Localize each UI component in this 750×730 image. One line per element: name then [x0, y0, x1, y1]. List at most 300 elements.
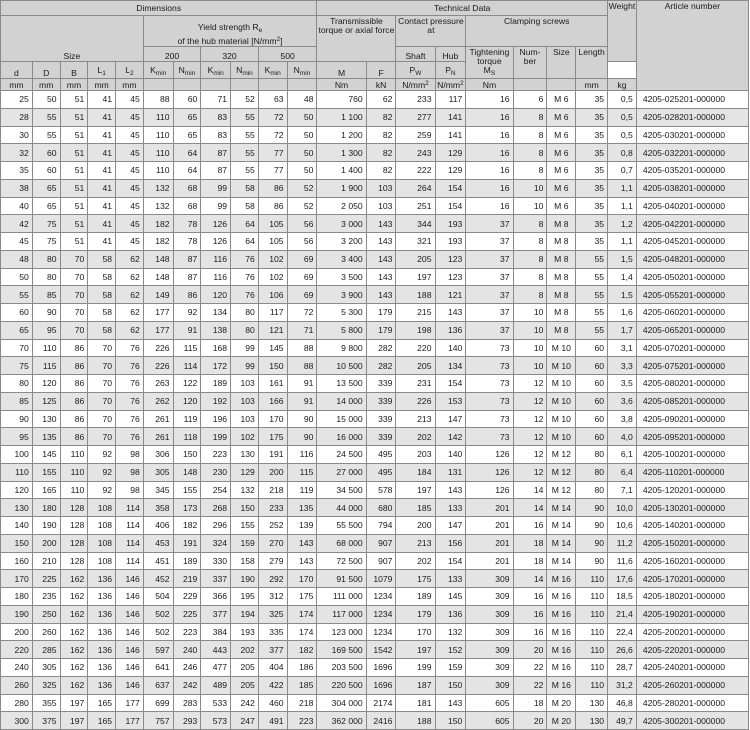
cell-torque-M: 1 200: [317, 126, 366, 144]
cell-nmin-500: 71: [287, 321, 317, 339]
cell-L1: 58: [88, 268, 116, 286]
cell-screw-length: 80: [576, 446, 608, 464]
cell-nmin-320: 159: [231, 534, 259, 552]
unit-blank-3: [201, 79, 231, 91]
cell-L1: 41: [88, 91, 116, 109]
cell-nmin-320: 64: [231, 215, 259, 233]
cell-kmin-200: 110: [143, 162, 173, 180]
cell-torque-M: 304 000: [317, 694, 366, 712]
cell-D: 235: [32, 588, 60, 606]
cell-screw-size: M 10: [547, 392, 576, 410]
cell-torque-M: 1 400: [317, 162, 366, 180]
cell-nmin-200: 189: [173, 552, 201, 570]
cell-L2: 114: [116, 552, 144, 570]
cell-force-F: 1234: [366, 623, 396, 641]
cell-pressure-hub: 123: [435, 268, 466, 286]
col-nmin-200: $N_{min}$: [173, 62, 201, 79]
cell-torque-M: 169 500: [317, 641, 366, 659]
cell-kmin-320: 223: [201, 446, 231, 464]
cell-tightening-torque: 309: [466, 623, 513, 641]
cell-nmin-500: 48: [287, 91, 317, 109]
cell-nmin-500: 174: [287, 623, 317, 641]
cell-L2: 45: [116, 144, 144, 162]
unit-blank-1: [143, 79, 173, 91]
cell-nmin-320: 202: [231, 641, 259, 659]
cell-article-number: 4205-085201-000000: [636, 392, 748, 410]
cell-kmin-200: 132: [143, 179, 173, 197]
cell-kmin-200: 110: [143, 126, 173, 144]
cell-B: 162: [60, 605, 88, 623]
cell-D: 145: [32, 446, 60, 464]
cell-article-number: 4205-280201-000000: [636, 694, 748, 712]
cell-pressure-hub: 154: [435, 197, 466, 215]
cell-B: 110: [60, 481, 88, 499]
col-F: F: [366, 62, 396, 79]
cell-pressure-hub: 132: [435, 623, 466, 641]
cell-nmin-500: 69: [287, 250, 317, 268]
cell-nmin-500: 56: [287, 215, 317, 233]
cell-B: 128: [60, 552, 88, 570]
cell-kmin-200: 452: [143, 570, 173, 588]
table-row: [1, 126, 749, 144]
col-Pn: $P_N$: [435, 62, 466, 79]
cell-nmin-500: 185: [287, 676, 317, 694]
cell-L1: 165: [88, 712, 116, 730]
cell-article-number: 4205-075201-000000: [636, 357, 748, 375]
cell-screw-length: 110: [576, 605, 608, 623]
cell-screw-size: M 16: [547, 588, 576, 606]
cell-weight: 3,3: [608, 357, 637, 375]
cell-torque-M: 1 100: [317, 108, 366, 126]
cell-force-F: 495: [366, 446, 396, 464]
cell-torque-M: 3 000: [317, 215, 366, 233]
cell-L2: 146: [116, 676, 144, 694]
cell-D: 285: [32, 641, 60, 659]
cell-kmin-500: 77: [258, 162, 287, 180]
cell-pressure-hub: 153: [435, 392, 466, 410]
cell-screw-size: M 16: [547, 676, 576, 694]
cell-kmin-200: 148: [143, 268, 173, 286]
cell-screw-length: 110: [576, 570, 608, 588]
cell-torque-M: 3 200: [317, 233, 366, 251]
cell-d: 80: [1, 375, 33, 393]
cell-kmin-320: 138: [201, 321, 231, 339]
cell-nmin-320: 205: [231, 676, 259, 694]
cell-kmin-200: 149: [143, 286, 173, 304]
cell-screw-number: 8: [513, 250, 547, 268]
cell-kmin-500: 460: [258, 694, 287, 712]
cell-screw-number: 10: [513, 304, 547, 322]
cell-d: 30: [1, 126, 33, 144]
cell-B: 86: [60, 392, 88, 410]
cell-L1: 70: [88, 357, 116, 375]
cell-nmin-320: 194: [231, 605, 259, 623]
cell-B: 162: [60, 623, 88, 641]
cell-pressure-shaft: 205: [396, 250, 435, 268]
cell-screw-size: M 8: [547, 250, 576, 268]
cell-d: 130: [1, 499, 33, 517]
cell-L2: 62: [116, 250, 144, 268]
cell-pressure-shaft: 199: [396, 659, 435, 677]
cell-d: 42: [1, 215, 33, 233]
cell-kmin-500: 377: [258, 641, 287, 659]
cell-torque-M: 1 900: [317, 179, 366, 197]
cell-force-F: 794: [366, 517, 396, 535]
cell-L2: 45: [116, 108, 144, 126]
cell-weight: 1,5: [608, 286, 637, 304]
cell-nmin-200: 65: [173, 108, 201, 126]
cell-pressure-hub: 136: [435, 321, 466, 339]
cell-pressure-shaft: 222: [396, 162, 435, 180]
cell-D: 55: [32, 126, 60, 144]
cell-force-F: 1542: [366, 641, 396, 659]
cell-screw-length: 130: [576, 712, 608, 730]
cell-nmin-200: 246: [173, 659, 201, 677]
cell-nmin-320: 242: [231, 694, 259, 712]
cell-nmin-200: 118: [173, 428, 201, 446]
cell-pressure-hub: 123: [435, 250, 466, 268]
cell-nmin-200: 225: [173, 605, 201, 623]
cell-weight: 3,6: [608, 392, 637, 410]
cell-d: 65: [1, 321, 33, 339]
cell-B: 51: [60, 179, 88, 197]
cell-kmin-500: 86: [258, 179, 287, 197]
cell-force-F: 1696: [366, 659, 396, 677]
cell-force-F: 143: [366, 268, 396, 286]
cell-screw-length: 35: [576, 233, 608, 251]
unit-blank-2: [173, 79, 201, 91]
cell-kmin-200: 757: [143, 712, 173, 730]
cell-tightening-torque: 16: [466, 91, 513, 109]
cell-pressure-hub: 154: [435, 552, 466, 570]
cell-D: 85: [32, 286, 60, 304]
cell-weight: 31,2: [608, 676, 637, 694]
cell-kmin-200: 306: [143, 446, 173, 464]
cell-screw-length: 110: [576, 588, 608, 606]
cell-tightening-torque: 37: [466, 215, 513, 233]
cell-L2: 98: [116, 481, 144, 499]
cell-L2: 76: [116, 357, 144, 375]
cell-pressure-shaft: 170: [396, 623, 435, 641]
cell-pressure-hub: 156: [435, 534, 466, 552]
cell-weight: 1,1: [608, 233, 637, 251]
cell-force-F: 82: [366, 108, 396, 126]
cell-nmin-500: 52: [287, 197, 317, 215]
cell-kmin-320: 196: [201, 410, 231, 428]
table-row: [1, 268, 749, 286]
cell-weight: 11,2: [608, 534, 637, 552]
cell-B: 51: [60, 91, 88, 109]
cell-weight: 3,1: [608, 339, 637, 357]
cell-L1: 70: [88, 375, 116, 393]
cell-B: 162: [60, 641, 88, 659]
cell-weight: 1,1: [608, 197, 637, 215]
cell-screw-length: 35: [576, 197, 608, 215]
cell-screw-number: 8: [513, 215, 547, 233]
cell-torque-M: 91 500: [317, 570, 366, 588]
cell-kmin-500: 72: [258, 126, 287, 144]
cell-kmin-320: 134: [201, 304, 231, 322]
cell-pressure-shaft: 188: [396, 712, 435, 730]
cell-kmin-320: 99: [201, 197, 231, 215]
strength-500-header: 500: [258, 47, 317, 62]
unit-blank-6: [287, 79, 317, 91]
cell-D: 60: [32, 144, 60, 162]
table-row: [1, 375, 749, 393]
table-row: [1, 552, 749, 570]
cell-L1: 41: [88, 144, 116, 162]
cell-kmin-500: 312: [258, 588, 287, 606]
cell-torque-M: 123 000: [317, 623, 366, 641]
cell-nmin-320: 195: [231, 588, 259, 606]
cell-B: 70: [60, 268, 88, 286]
col-L2: $L_2$: [116, 62, 144, 79]
cell-L1: 70: [88, 339, 116, 357]
cell-torque-M: 9 800: [317, 339, 366, 357]
cell-B: 128: [60, 534, 88, 552]
table-row: [1, 410, 749, 428]
cell-tightening-torque: 73: [466, 410, 513, 428]
cell-weight: 11,6: [608, 552, 637, 570]
cell-weight: 0,5: [608, 108, 637, 126]
cell-nmin-500: 223: [287, 712, 317, 730]
cell-nmin-500: 175: [287, 588, 317, 606]
unit-length: mm: [576, 79, 608, 91]
cell-force-F: 82: [366, 162, 396, 180]
cell-D: 60: [32, 162, 60, 180]
cell-article-number: 4205-150201-000000: [636, 534, 748, 552]
cell-pressure-shaft: 251: [396, 197, 435, 215]
cell-nmin-320: 80: [231, 304, 259, 322]
cell-nmin-200: 229: [173, 588, 201, 606]
cell-L2: 146: [116, 605, 144, 623]
cell-d: 60: [1, 304, 33, 322]
cell-D: 325: [32, 676, 60, 694]
cell-kmin-200: 358: [143, 499, 173, 517]
cell-weight: 3,5: [608, 375, 637, 393]
cell-screw-length: 35: [576, 179, 608, 197]
cell-pressure-hub: 147: [435, 410, 466, 428]
cell-pressure-shaft: 215: [396, 304, 435, 322]
cell-article-number: 4205-140201-000000: [636, 517, 748, 535]
cell-force-F: 1234: [366, 605, 396, 623]
unit-D: mm: [32, 79, 60, 91]
cell-screw-size: M 16: [547, 623, 576, 641]
cell-force-F: 339: [366, 392, 396, 410]
cell-screw-size: M 14: [547, 534, 576, 552]
cell-kmin-200: 261: [143, 428, 173, 446]
cell-kmin-500: 86: [258, 197, 287, 215]
cell-pressure-shaft: 179: [396, 605, 435, 623]
cell-nmin-200: 283: [173, 694, 201, 712]
cell-B: 86: [60, 357, 88, 375]
cell-weight: 22,4: [608, 623, 637, 641]
cell-D: 90: [32, 304, 60, 322]
cell-nmin-320: 158: [231, 552, 259, 570]
cell-pressure-hub: 154: [435, 179, 466, 197]
cell-torque-M: 220 500: [317, 676, 366, 694]
cell-L1: 70: [88, 410, 116, 428]
cell-kmin-320: 296: [201, 517, 231, 535]
cell-B: 162: [60, 570, 88, 588]
table-row: [1, 392, 749, 410]
cell-pressure-shaft: 243: [396, 144, 435, 162]
cell-weight: 49,7: [608, 712, 637, 730]
cell-pressure-shaft: 197: [396, 268, 435, 286]
table-row: [1, 641, 749, 659]
cell-pressure-hub: 150: [435, 676, 466, 694]
cell-screw-number: 8: [513, 233, 547, 251]
cell-pressure-hub: 150: [435, 712, 466, 730]
cell-screw-size: M 10: [547, 339, 576, 357]
cell-L1: 92: [88, 481, 116, 499]
cell-weight: 26,6: [608, 641, 637, 659]
cell-screw-number: 22: [513, 676, 547, 694]
cell-kmin-500: 102: [258, 268, 287, 286]
cell-weight: 17,6: [608, 570, 637, 588]
cell-screw-number: 18: [513, 694, 547, 712]
cell-pressure-hub: 193: [435, 215, 466, 233]
cell-screw-number: 20: [513, 712, 547, 730]
cell-tightening-torque: 309: [466, 676, 513, 694]
cell-nmin-500: 90: [287, 410, 317, 428]
cell-nmin-320: 76: [231, 250, 259, 268]
cell-L2: 45: [116, 162, 144, 180]
cell-article-number: 4205-130201-000000: [636, 499, 748, 517]
cell-screw-length: 130: [576, 694, 608, 712]
table-row: [1, 499, 749, 517]
cell-B: 162: [60, 659, 88, 677]
cell-torque-M: 14 000: [317, 392, 366, 410]
cell-B: 162: [60, 676, 88, 694]
cell-L2: 146: [116, 623, 144, 641]
cell-kmin-200: 262: [143, 392, 173, 410]
cell-screw-length: 90: [576, 534, 608, 552]
cell-L2: 146: [116, 641, 144, 659]
cell-tightening-torque: 16: [466, 179, 513, 197]
cell-kmin-320: 126: [201, 215, 231, 233]
cell-kmin-200: 182: [143, 215, 173, 233]
cell-L1: 41: [88, 233, 116, 251]
cell-nmin-500: 115: [287, 463, 317, 481]
cell-D: 80: [32, 250, 60, 268]
cell-nmin-320: 58: [231, 197, 259, 215]
cell-nmin-500: 116: [287, 446, 317, 464]
cell-screw-number: 14: [513, 570, 547, 588]
cell-screw-size: M 8: [547, 304, 576, 322]
cell-nmin-320: 150: [231, 499, 259, 517]
cell-force-F: 339: [366, 428, 396, 446]
cell-B: 51: [60, 233, 88, 251]
cell-L1: 70: [88, 392, 116, 410]
cell-screw-length: 60: [576, 392, 608, 410]
cell-L1: 58: [88, 286, 116, 304]
cell-nmin-500: 50: [287, 126, 317, 144]
cell-torque-M: 5 800: [317, 321, 366, 339]
cell-nmin-320: 58: [231, 179, 259, 197]
unit-M: Nm: [317, 79, 366, 91]
cell-L1: 108: [88, 517, 116, 535]
cell-screw-length: 35: [576, 215, 608, 233]
table-row: [1, 339, 749, 357]
strength-320-header: 320: [201, 47, 259, 62]
cell-nmin-500: 50: [287, 108, 317, 126]
table-row: [1, 659, 749, 677]
cell-torque-M: 55 500: [317, 517, 366, 535]
cell-D: 75: [32, 215, 60, 233]
contact-pressure-header: Contact pressure at: [396, 16, 466, 47]
cell-kmin-500: 77: [258, 144, 287, 162]
cell-L1: 108: [88, 499, 116, 517]
cell-D: 260: [32, 623, 60, 641]
cell-nmin-500: 90: [287, 428, 317, 446]
cell-nmin-500: 218: [287, 694, 317, 712]
cell-screw-size: M 12: [547, 446, 576, 464]
cell-L2: 146: [116, 588, 144, 606]
cell-d: 32: [1, 144, 33, 162]
cell-L1: 41: [88, 197, 116, 215]
cell-L1: 58: [88, 250, 116, 268]
cell-weight: 1,2: [608, 215, 637, 233]
cell-screw-number: 10: [513, 339, 547, 357]
cell-weight: 6,1: [608, 446, 637, 464]
unit-blank-4: [231, 79, 259, 91]
cell-article-number: 4205-220201-000000: [636, 641, 748, 659]
cell-kmin-320: 377: [201, 605, 231, 623]
cell-kmin-500: 105: [258, 215, 287, 233]
cell-nmin-500: 56: [287, 233, 317, 251]
cell-force-F: 578: [366, 481, 396, 499]
cell-tightening-torque: 126: [466, 463, 513, 481]
cell-B: 197: [60, 694, 88, 712]
cell-screw-size: M 6: [547, 108, 576, 126]
cell-screw-number: 12: [513, 392, 547, 410]
cell-L1: 136: [88, 570, 116, 588]
cell-nmin-500: 69: [287, 268, 317, 286]
cell-nmin-500: 186: [287, 659, 317, 677]
cell-kmin-320: 99: [201, 179, 231, 197]
cell-screw-length: 110: [576, 623, 608, 641]
cell-L2: 62: [116, 268, 144, 286]
cell-pressure-shaft: 277: [396, 108, 435, 126]
cell-kmin-500: 150: [258, 357, 287, 375]
cell-L2: 45: [116, 233, 144, 251]
cell-torque-M: 3 900: [317, 286, 366, 304]
cell-kmin-200: 451: [143, 552, 173, 570]
cell-nmin-500: 170: [287, 570, 317, 588]
cell-kmin-320: 116: [201, 250, 231, 268]
cell-tightening-torque: 309: [466, 641, 513, 659]
cell-pressure-shaft: 231: [396, 375, 435, 393]
col-d: d: [1, 62, 33, 79]
cell-nmin-320: 102: [231, 428, 259, 446]
cell-L1: 41: [88, 108, 116, 126]
cell-nmin-320: 99: [231, 357, 259, 375]
cell-d: 38: [1, 179, 33, 197]
weight-header: Weight: [608, 1, 637, 62]
cell-L1: 108: [88, 552, 116, 570]
cell-weight: 28,7: [608, 659, 637, 677]
cell-screw-size: M 6: [547, 179, 576, 197]
cell-article-number: 4205-170201-000000: [636, 570, 748, 588]
cell-screw-number: 12: [513, 410, 547, 428]
cell-weight: 3,8: [608, 410, 637, 428]
cell-nmin-500: 50: [287, 144, 317, 162]
cell-kmin-320: 192: [201, 392, 231, 410]
cell-nmin-320: 205: [231, 659, 259, 677]
cell-kmin-200: 699: [143, 694, 173, 712]
cell-pressure-hub: 117: [435, 91, 466, 109]
